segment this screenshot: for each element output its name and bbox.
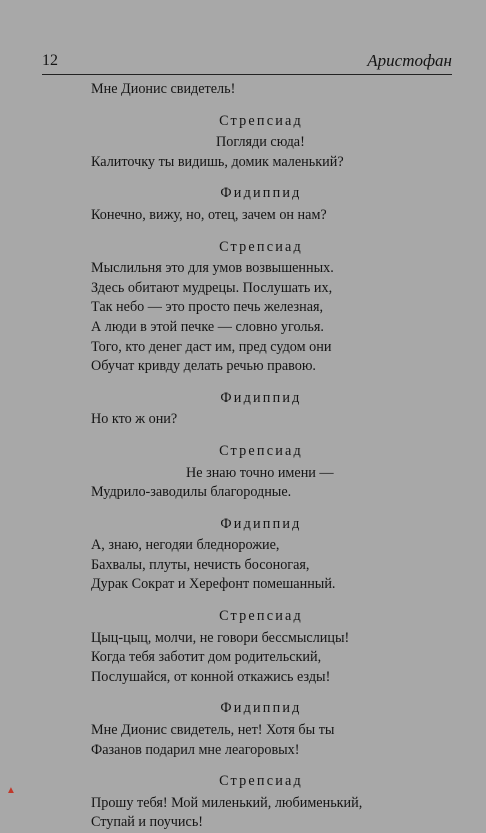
verse-line: А люди в этой печке — словно уголья. [91, 318, 324, 335]
speaker-name: Фидиппид [220, 515, 302, 532]
verse-line: А, знаю, негодяи бледнорожие, [91, 537, 280, 554]
verse-line: Цыц-цыц, молчи, не говори бессмыслицы! [91, 629, 350, 646]
verse-line: Не знаю точно имени — [186, 464, 334, 481]
verse-line: Фазанов подарил мне леагоровых! [91, 741, 300, 758]
verse-line: Конечно, вижу, но, отец, зачем он нам? [91, 206, 327, 223]
speaker-name: Стрепсиад [219, 238, 303, 255]
verse-line: Здесь обитают мудрецы. Послушать их, [91, 279, 333, 296]
verse-line: Мне Дионис свидетель! [91, 81, 236, 97]
verse-line: Мыслильня это для умов возвышенных. [91, 260, 334, 277]
speaker-name: Стрепсиад [219, 773, 303, 790]
speaker-name: Стрепсиад [219, 442, 303, 459]
verse-line: Ступай и поучись! [91, 814, 204, 831]
speaker-name: Фидиппид [220, 389, 302, 406]
verse-line: Когда тебя заботит дом родительский, [91, 649, 322, 666]
verse-line: Того, кто денег даст им, пред судом они [91, 338, 332, 355]
speaker-name: Стрепсиад [219, 608, 303, 625]
play-text [91, 80, 431, 833]
verse-line: Обучат кривду делать речью правою. [91, 358, 316, 375]
speaker-name: Фидиппид [220, 185, 302, 202]
verse-line: Дурак Сократ и Херефонт помешанный. [91, 576, 336, 593]
verse-line: Прошу тебя! Мой миленький, любименький, [91, 794, 363, 811]
page-header [42, 50, 452, 75]
verse-line: Но кто ж они? [91, 411, 178, 428]
page-number: 12 [42, 52, 58, 69]
speaker-name: Стрепсиад [219, 112, 303, 129]
verse-line: Погляди сюда! [216, 134, 305, 151]
speaker-name: Фидиппид [220, 700, 302, 717]
verse-line: Мне Дионис свидетель, нет! Хотя бы ты [91, 722, 335, 739]
corner-triangle-icon: ▲ [6, 785, 16, 796]
verse-line: Бахвалы, плуты, нечисть босоногая, [91, 556, 310, 573]
running-title: Аристофан [367, 51, 452, 70]
verse-line: Калиточку ты видишь, домик маленький? [91, 153, 344, 170]
verse-line: Послушайся, от конной откажись езды! [91, 668, 331, 685]
verse-line: Мудрило-заводилы благородные. [91, 484, 292, 501]
verse-line: Так небо — это просто печь железная, [91, 299, 324, 316]
